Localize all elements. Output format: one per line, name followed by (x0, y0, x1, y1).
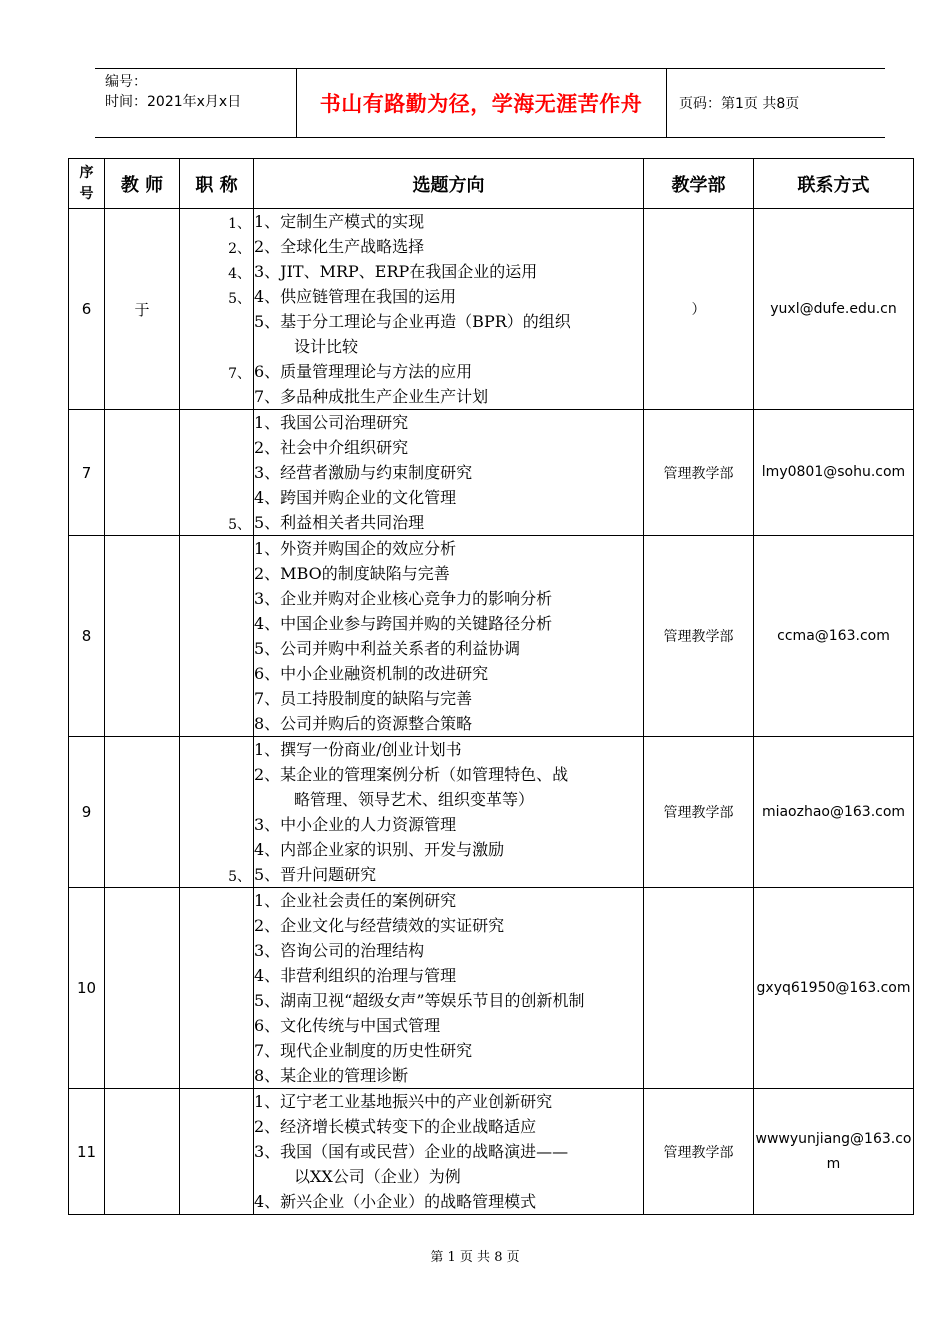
seq-cell: 7 (69, 410, 105, 536)
teacher-cell (105, 536, 180, 737)
topic-item: 4、中国企业参与跨国并购的关键路径分析 (254, 614, 553, 633)
teacher-cell (105, 888, 180, 1089)
table-row (69, 737, 914, 888)
title-mark: 1、 (228, 216, 251, 232)
table-row (69, 888, 914, 1089)
contact-cell: miaozhao@163.com (754, 737, 914, 888)
title-mark: 4、 (228, 266, 251, 282)
header-contact: 联系方式 (754, 159, 914, 209)
topic-item: 6、文化传统与中国式管理 (254, 1016, 441, 1035)
dept-cell: 管理教学部 (644, 737, 754, 888)
title-mark: 5、 (228, 869, 251, 885)
page-footer: 第 1 页 共 8 页 (430, 1250, 520, 1265)
title-mark: 2、 (228, 241, 251, 257)
teacher-cell: 于 (105, 209, 180, 410)
contact-cell: wwwyunjiang@163.com (754, 1089, 914, 1215)
header-topic: 选题方向 (254, 159, 644, 209)
topic-item: 8、公司并购后的资源整合策略 (254, 714, 473, 733)
title-cell (180, 209, 254, 410)
dept-cell: 管理教学部 (644, 410, 754, 536)
topic-item: 6、中小企业融资机制的改进研究 (254, 664, 489, 683)
seq-cell: 10 (69, 888, 105, 1089)
topic-item: 4、内部企业家的识别、开发与激励 (254, 840, 505, 859)
topic-table (68, 158, 914, 1215)
code-label: 编号： (105, 74, 147, 90)
title-cell (180, 1089, 254, 1215)
topic-item: 3、JIT、MRP、ERP在我国企业的运用 (254, 262, 538, 281)
table-row (69, 209, 914, 410)
contact-cell: lmy0801@sohu.com (754, 410, 914, 536)
teacher-cell (105, 737, 180, 888)
topic-item: 2、经济增长模式转变下的企业战略适应 (254, 1117, 537, 1136)
seq-cell: 6 (69, 209, 105, 410)
dept-cell: 管理教学部 (644, 536, 754, 737)
topic-item: 4、供应链管理在我国的运用 (254, 287, 457, 306)
topics-cell (254, 737, 644, 888)
dept-cell: 管理教学部 (644, 1089, 754, 1215)
header-dept: 教学部 (644, 159, 754, 209)
table-row (69, 536, 914, 737)
title-mark: 5、 (228, 291, 251, 307)
teacher-cell (105, 1089, 180, 1215)
header-page-cell (667, 69, 885, 137)
dept-cell: ） (644, 209, 754, 410)
seq-cell: 11 (69, 1089, 105, 1215)
topic-item: 4、非营利组织的治理与管理 (254, 966, 457, 985)
motto: 书山有路勤为径，学海无涯苦作舟 (319, 91, 643, 116)
header-teacher: 教 师 (105, 159, 180, 209)
table-row (69, 410, 914, 536)
topic-item: 2、全球化生产战略选择 (254, 237, 425, 256)
time-label: 时间：2021年x月x日 (105, 94, 242, 110)
topic-item: 4、跨国并购企业的文化管理 (254, 488, 457, 507)
topics-cell (254, 1089, 644, 1215)
topic-item: 3、中小企业的人力资源管理 (254, 815, 457, 834)
topics-cell (254, 536, 644, 737)
topic-item: 2、某企业的管理案例分析（如管理特色、战 (254, 765, 569, 784)
topic-item: 2、MBO的制度缺陷与完善 (254, 564, 450, 583)
topic-item: 2、社会中介组织研究 (254, 438, 409, 457)
topic-item: 3、我国（国有或民营）企业的战略演进—— (254, 1142, 569, 1161)
title-cell (180, 410, 254, 536)
title-cell (180, 888, 254, 1089)
topic-item: 8、某企业的管理诊断 (254, 1066, 409, 1085)
topic-item: 1、外资并购国企的效应分析 (254, 539, 457, 558)
topic-item: 3、咨询公司的治理结构 (254, 941, 425, 960)
table-row (69, 1089, 914, 1215)
topic-item: 以XX公司（企业）为例 (294, 1167, 461, 1186)
header-title: 职 称 (180, 159, 254, 209)
page-label: 页码：第1页 共8页 (679, 96, 800, 112)
topic-item: 略管理、领导艺术、组织变革等） (294, 790, 535, 809)
dept-cell (644, 888, 754, 1089)
header-seq: 序号 (69, 159, 105, 209)
topic-item: 5、利益相关者共同治理 (254, 513, 425, 532)
topic-item: 5、公司并购中利益关系者的利益协调 (254, 639, 521, 658)
title-mark: 5、 (228, 517, 251, 533)
topics-cell (254, 209, 644, 410)
topic-item: 7、多品种成批生产企业生产计划 (254, 387, 489, 406)
topic-item: 1、撰写一份商业/创业计划书 (254, 740, 462, 759)
header-motto-cell (296, 69, 667, 137)
topic-item: 3、经营者激励与约束制度研究 (254, 463, 473, 482)
topic-item: 5、基于分工理论与企业再造（BPR）的组织 (254, 312, 571, 331)
title-cell (180, 536, 254, 737)
table-header-row (69, 159, 914, 209)
topic-item: 5、湖南卫视“超级女声”等娱乐节目的创新机制 (254, 991, 585, 1010)
teacher-cell (105, 410, 180, 536)
topic-item: 7、现代企业制度的历史性研究 (254, 1041, 473, 1060)
topic-item: 3、企业并购对企业核心竞争力的影响分析 (254, 589, 553, 608)
topic-item: 1、企业社会责任的案例研究 (254, 891, 457, 910)
seq-cell: 8 (69, 536, 105, 737)
title-mark: 7、 (228, 366, 251, 382)
seq-cell: 9 (69, 737, 105, 888)
contact-cell: gxyq61950@163.com (754, 888, 914, 1089)
topic-item: 7、员工持股制度的缺陷与完善 (254, 689, 473, 708)
topics-cell (254, 888, 644, 1089)
topic-item: 2、企业文化与经营绩效的实证研究 (254, 916, 505, 935)
contact-cell: ccma@163.com (754, 536, 914, 737)
topic-item: 4、新兴企业（小企业）的战略管理模式 (254, 1192, 537, 1211)
title-cell (180, 737, 254, 888)
topic-item: 设计比较 (294, 337, 359, 356)
topic-item: 1、定制生产模式的实现 (254, 212, 425, 231)
header-meta (95, 69, 297, 137)
topic-item: 1、辽宁老工业基地振兴中的产业创新研究 (254, 1092, 553, 1111)
topic-item: 6、质量管理理论与方法的应用 (254, 362, 473, 381)
topic-item: 1、我国公司治理研究 (254, 413, 409, 432)
topics-cell (254, 410, 644, 536)
topic-item: 5、晋升问题研究 (254, 865, 377, 884)
document-header (95, 68, 885, 138)
contact-cell: yuxl@dufe.edu.cn (754, 209, 914, 410)
